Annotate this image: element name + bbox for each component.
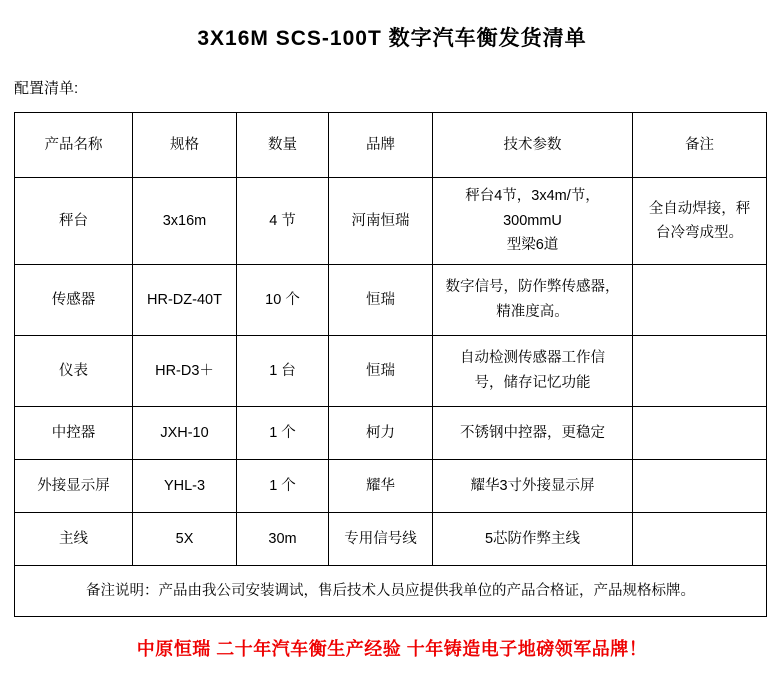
cell-params-line2: 型梁6道 — [506, 237, 559, 254]
cell-params — [433, 265, 633, 336]
table-row — [15, 407, 767, 460]
section-label: 配置清单: — [14, 80, 79, 98]
cell-spec: YHL-3 — [133, 460, 237, 513]
configuration-table — [14, 112, 767, 617]
cell-params-line1: 自动检测传感器工作信 — [460, 350, 605, 367]
cell-qty: 1 个 — [237, 460, 329, 513]
cell-params — [433, 178, 633, 265]
column-header-brand: 品牌 — [329, 113, 433, 178]
cell-qty: 30m — [237, 513, 329, 566]
cell-params: 耀华3寸外接显示屏 — [433, 460, 633, 513]
cell-spec: 3x16m — [133, 178, 237, 265]
cell-note — [633, 178, 767, 265]
page-title: 3X16M SCS-100T 数字汽车衡发货清单 — [197, 27, 587, 50]
table-footer-note-row — [15, 566, 767, 617]
cell-brand: 恒瑞 — [329, 265, 433, 336]
cell-params: 不锈钢中控器，更稳定 — [433, 407, 633, 460]
cell-name: 仪表 — [15, 336, 133, 407]
cell-brand: 柯力 — [329, 407, 433, 460]
cell-note — [633, 265, 767, 336]
cell-params-line1: 秤台4节，3x4m/节，300mmU — [465, 188, 600, 229]
cell-qty: 1 台 — [237, 336, 329, 407]
cell-qty: 10 个 — [237, 265, 329, 336]
table-row — [15, 336, 767, 407]
cell-spec: JXH-10 — [133, 407, 237, 460]
cell-name: 秤台 — [15, 178, 133, 265]
column-header-qty: 数量 — [237, 113, 329, 178]
cell-params-line2: 精准度高。 — [496, 304, 569, 321]
cell-qty: 4 节 — [237, 178, 329, 265]
table-row — [15, 265, 767, 336]
cell-params-line2: 号，储存记忆功能 — [474, 375, 591, 392]
cell-name: 传感器 — [15, 265, 133, 336]
cell-qty: 1 个 — [237, 407, 329, 460]
cell-name: 中控器 — [15, 407, 133, 460]
column-header-spec: 规格 — [133, 113, 237, 178]
cell-brand: 河南恒瑞 — [329, 178, 433, 265]
cell-spec: 5X — [133, 513, 237, 566]
cell-spec: HR-DZ-40T — [133, 265, 237, 336]
column-header-name: 产品名称 — [15, 113, 133, 178]
column-header-params: 技术参数 — [433, 113, 633, 178]
cell-note — [633, 513, 767, 566]
cell-note-line1: 全自动焊接，秤 — [648, 200, 751, 217]
column-header-note: 备注 — [633, 113, 767, 178]
document-page — [0, 26, 784, 679]
slogan-footer: 中原恒瑞 二十年汽车衡生产经验 十年铸造电子地磅领军品牌！ — [136, 639, 648, 659]
table-footer-note: 备注说明：产品由我公司安装调试，售后技术人员应提供我单位的产品合格证，产品规格标牌。 — [15, 566, 767, 617]
cell-note-line2: 台冷弯成型。 — [656, 225, 743, 242]
cell-brand: 恒瑞 — [329, 336, 433, 407]
cell-note — [633, 407, 767, 460]
cell-brand: 专用信号线 — [329, 513, 433, 566]
cell-name: 外接显示屏 — [15, 460, 133, 513]
table-header-row — [15, 113, 767, 178]
cell-params — [433, 336, 633, 407]
table-row — [15, 178, 767, 265]
cell-note — [633, 336, 767, 407]
cell-name: 主线 — [15, 513, 133, 566]
cell-params: 5芯防作弊主线 — [433, 513, 633, 566]
cell-spec: HR-D3＋ — [133, 336, 237, 407]
table-row — [15, 513, 767, 566]
table-row — [15, 460, 767, 513]
cell-params-line1: 数字信号，防作弊传感器， — [445, 279, 620, 296]
cell-note — [633, 460, 767, 513]
cell-brand: 耀华 — [329, 460, 433, 513]
